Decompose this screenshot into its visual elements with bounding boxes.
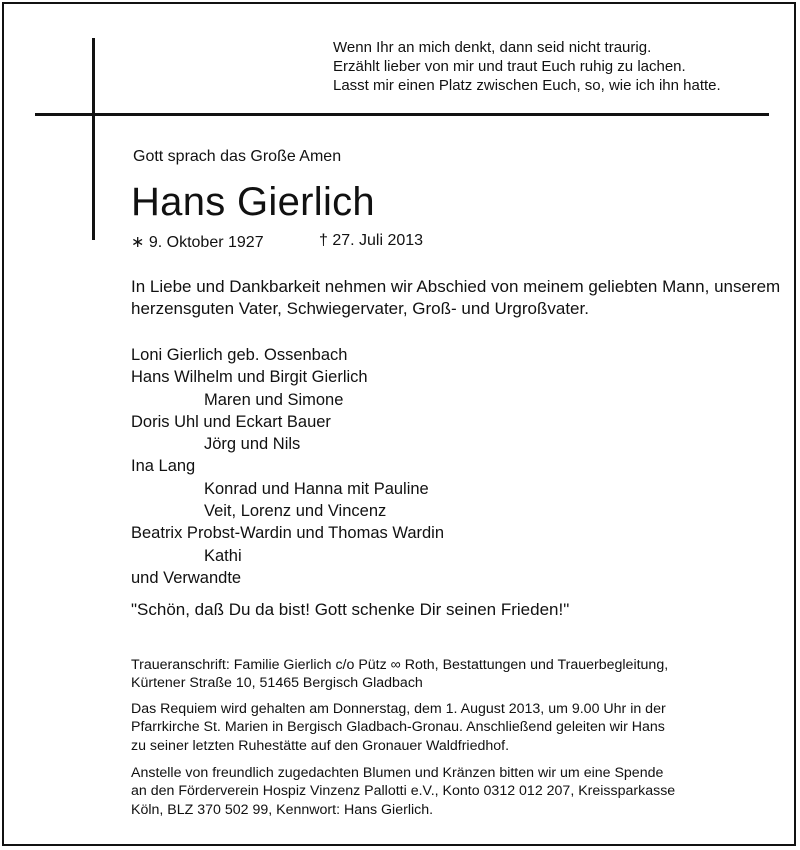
donation-info: [131, 764, 781, 819]
family-member: Hans Wilhelm und Birgit Gierlich: [131, 368, 368, 387]
family-list: [131, 344, 444, 589]
farewell-text: In Liebe und Dankbarkeit nehmen wir Abschied von meinem geliebten Mann, unserem herzensguten Vater, Schwiegervater, Groß- und Urgroßvater.: [131, 277, 781, 318]
family-member: Maren und Simone: [204, 390, 344, 409]
intro-text: Gott sprach das Große Amen: [133, 148, 342, 165]
family-member: Jörg und Nils: [204, 435, 301, 454]
family-member: Doris Uhl und Eckart Bauer: [131, 412, 331, 431]
family-member: Ina Lang: [131, 457, 196, 476]
poem-line: Wenn Ihr an mich denkt, dann seid nicht traurig.: [333, 39, 652, 56]
donation-line: Köln, BLZ 370 502 99, Kennwort: Hans Gierlich.: [131, 801, 434, 818]
family-member: und Verwandte: [131, 568, 242, 587]
poem: [333, 38, 773, 95]
life-dates: [131, 232, 424, 252]
cross-vertical-bar: [92, 38, 95, 240]
requiem-info: [131, 700, 781, 755]
quote: "Schön, daß Du da bist! Gott schenke Dir seinen Frieden!": [131, 600, 570, 619]
donation-line: an den Förderverein Hospiz Vinzenz Pallotti e.V., Konto 0312 012 207, Kreissparkasse: [131, 783, 676, 800]
death-date: † 27. Juli 2013: [319, 232, 424, 249]
deceased-name: Hans Gierlich: [131, 180, 375, 224]
family-member: Kathi: [204, 546, 242, 565]
cross-horizontal-bar: [35, 113, 769, 116]
requiem-line: zu seiner letzten Ruhestätte auf den Gronauer Waldfriedhof.: [131, 737, 510, 754]
poem-line: Lasst mir einen Platz zwischen Euch, so, wie ich ihn hatte.: [333, 77, 721, 94]
family-member: Konrad und Hanna mit Pauline: [204, 479, 429, 498]
donation-line: Anstelle von freundlich zugedachten Blumen und Kränzen bitten wir um eine Spende: [131, 765, 664, 781]
family-member: Veit, Lorenz und Vincenz: [204, 502, 387, 521]
birth-date: ∗ 9. Oktober 1927: [131, 234, 264, 251]
address-line: Kürtener Straße 10, 51465 Bergisch Gladbach: [131, 675, 423, 692]
family-member: Loni Gierlich geb. Ossenbach: [131, 346, 348, 364]
poem-line: Erzählt lieber von mir und traut Euch ruhig zu lachen.: [333, 58, 686, 75]
requiem-line: Das Requiem wird gehalten am Donnerstag, dem 1. August 2013, um 9.00 Uhr in der: [131, 701, 666, 717]
requiem-line: Pfarrkirche St. Marien in Bergisch Gladbach-Gronau. Anschließend geleiten wir Hans: [131, 719, 665, 736]
funeral-address: [131, 656, 781, 693]
family-member: Beatrix Probst-Wardin und Thomas Wardin: [131, 524, 445, 543]
address-line: Traueranschrift: Familie Gierlich c/o Pütz ∞ Roth, Bestattungen und Trauerbegleitung,: [131, 657, 669, 673]
